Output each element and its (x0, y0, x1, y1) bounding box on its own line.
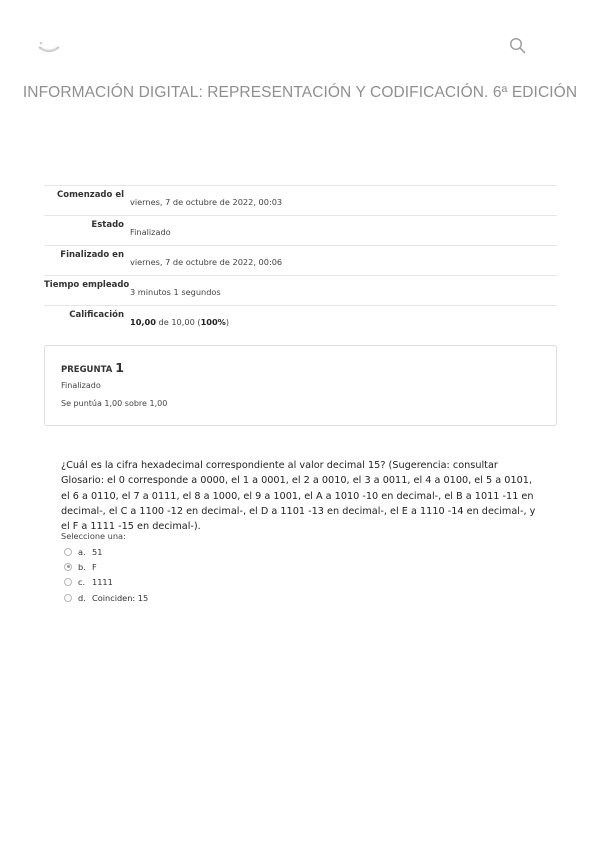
attempt-summary-table (44, 185, 557, 336)
option-letter: d. (78, 592, 86, 603)
grade-value (124, 306, 229, 336)
search-icon[interactable] (508, 36, 528, 56)
summary-row-time (44, 276, 557, 306)
option-text: Coinciden: 15 (92, 592, 149, 603)
answer-option-d[interactable] (64, 590, 148, 605)
summary-row-started (44, 186, 557, 216)
time-value: 3 minutos 1 segundos (130, 287, 221, 297)
top-bar (0, 0, 600, 70)
summary-row-state (44, 216, 557, 246)
finished-value: viernes, 7 de octubre de 2022, 00:06 (130, 257, 283, 267)
radio-button-c[interactable] (64, 578, 72, 586)
answer-options (64, 544, 148, 605)
grade-close: ) (225, 317, 230, 327)
question-state: Finalizado (61, 381, 101, 390)
started-label: Comenzado el (57, 190, 124, 200)
grade-of: de 10,00 ( (155, 317, 201, 327)
state-label: Estado (91, 220, 124, 230)
course-title: INFORMACIÓN DIGITAL: REPRESENTACIÓN Y CODIFICACIÓN. 6ª EDICIÓN (22, 84, 578, 101)
option-text: 51 (92, 546, 103, 557)
started-value: viernes, 7 de octubre de 2022, 00:03 (130, 197, 283, 207)
option-text: 1111 (92, 577, 113, 588)
state-value: Finalizado (130, 227, 171, 237)
grade-score: 10,00 (130, 317, 156, 327)
finished-label: Finalizado en (60, 250, 124, 260)
question-grade: Se puntúa 1,00 sobre 1,00 (61, 399, 168, 408)
question-text: ¿Cuál es la cifra hexadecimal correspondiente al valor decimal 15? (Sugerencia: consultar Glosario: el 0 corresponde a 0000, el 1 a 0001, el 2 a 0010, el 3 a 0011, el 4 a 0100, el 5 a 0101, el 6 a 0110, el 7 a 0111, el 8 a 1000, el 9 a 1001, el A a 1010 -10 en decimal-, el B a 1011 -11 en decimal-, el C a 1100 -12 en decimal-, el D a 1101 -13 en decimal-, el E a 1110 -14 en decimal-, y el F a 1111 -15 en decimal-). (61, 460, 536, 533)
answer-option-a[interactable] (64, 544, 148, 559)
radio-button-a[interactable] (64, 548, 72, 556)
answer-option-b[interactable] (64, 559, 148, 574)
radio-button-b[interactable] (64, 563, 72, 571)
summary-row-finished (44, 246, 557, 276)
option-text: F (92, 561, 97, 572)
question-heading (61, 360, 124, 375)
option-letter: b. (78, 561, 86, 572)
question-number: 1 (115, 360, 124, 375)
radio-button-d[interactable] (64, 594, 72, 602)
grade-label: Calificación (69, 310, 124, 320)
answer-prompt: Seleccione una: (61, 531, 126, 541)
time-label: Tiempo empleado (44, 280, 130, 290)
question-info-box (44, 345, 557, 426)
option-letter: c. (78, 577, 86, 588)
question-label: PREGUNTA (61, 365, 113, 375)
logo-icon[interactable] (36, 38, 62, 58)
summary-row-grade (44, 306, 557, 336)
grade-percent: 100% (200, 317, 226, 327)
answer-option-c[interactable] (64, 575, 148, 590)
option-letter: a. (78, 546, 86, 557)
